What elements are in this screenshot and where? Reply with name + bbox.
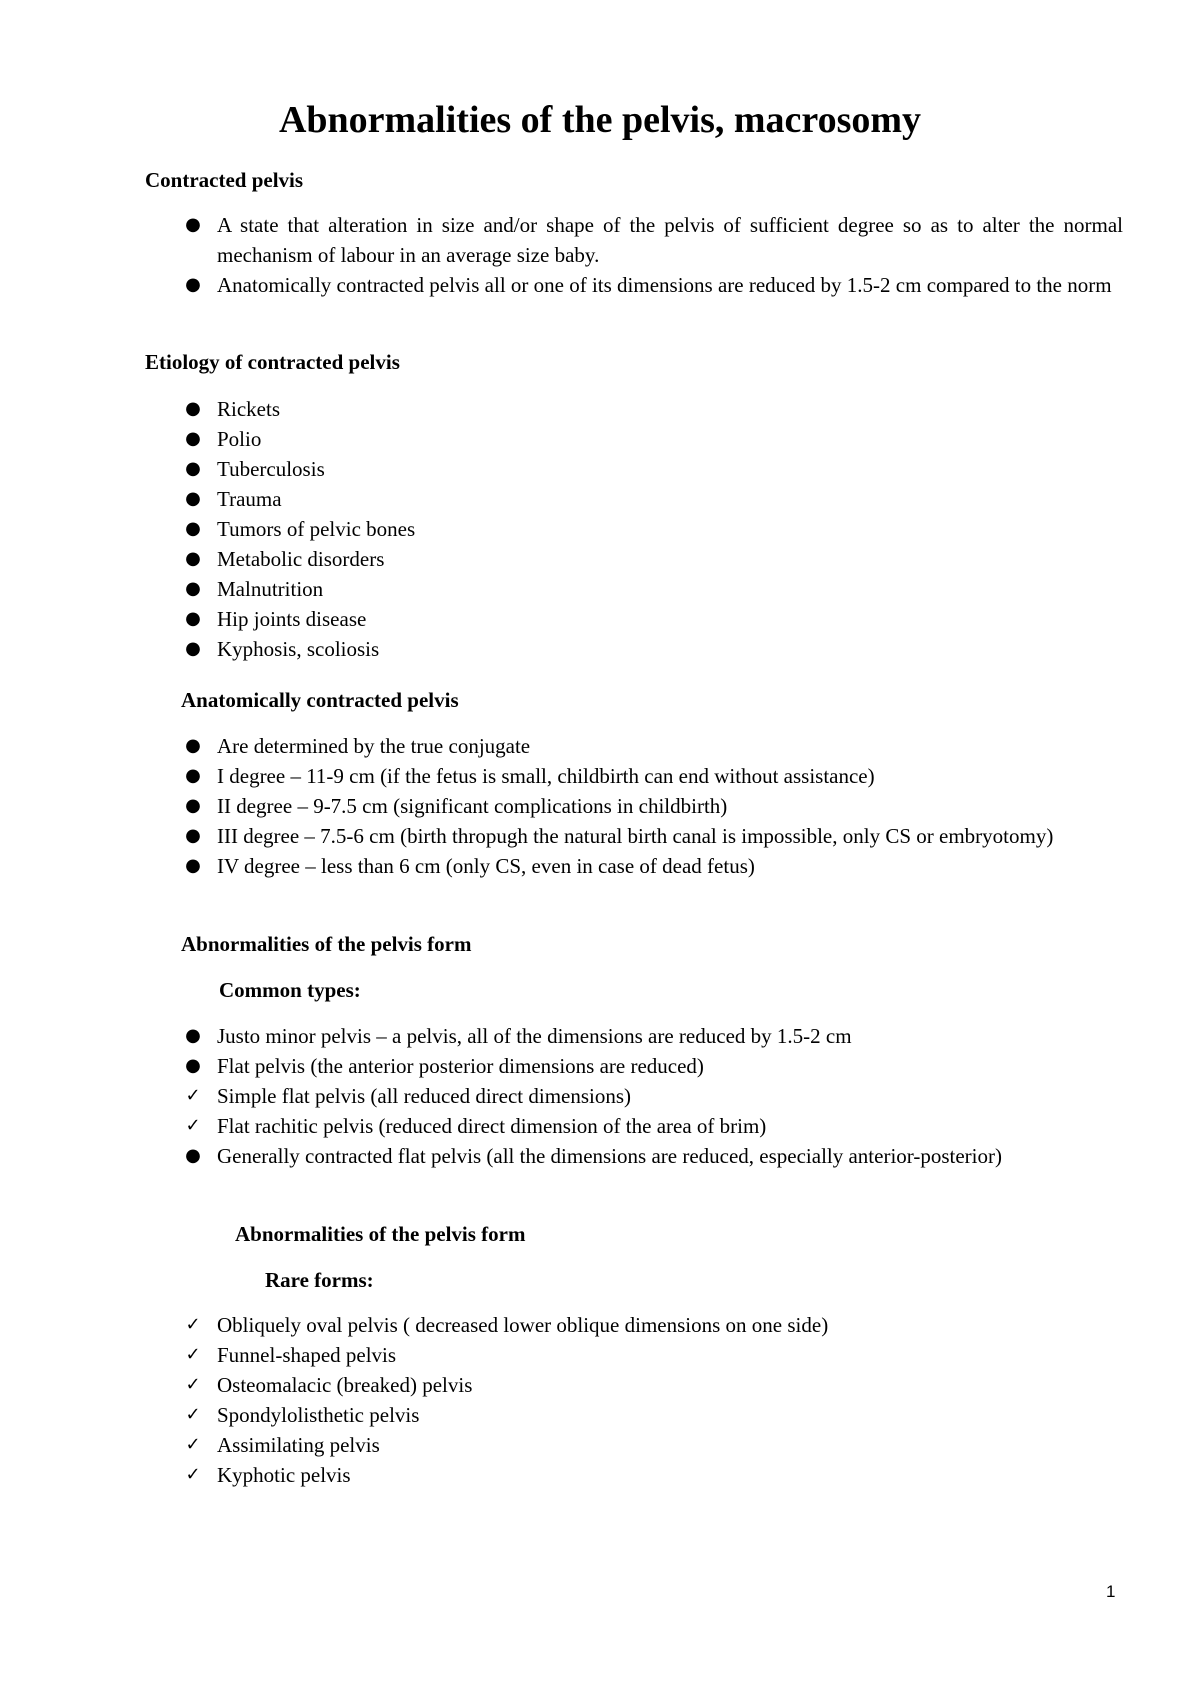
- list-item: ● Hip joints disease: [183, 604, 1123, 634]
- bullet-icon: ●: [185, 488, 201, 509]
- list-item: ● Rickets: [183, 394, 1123, 424]
- heading-anatomically-contracted: Anatomically contracted pelvis: [181, 688, 459, 712]
- subheading-common-types: Common types:: [219, 978, 361, 1002]
- list-item: ✓ Flat rachitic pelvis (reduced direct dimension of the area of brim): [183, 1111, 1123, 1141]
- bullet-icon: ●: [185, 1025, 201, 1046]
- list-item: ● Justo minor pelvis – a pelvis, all of the dimensions are reduced by 1.5-2 cm: [183, 1021, 1123, 1051]
- list-item: ● I degree – 11-9 cm (if the fetus is small, childbirth can end without assistance): [183, 761, 1123, 791]
- list-item: ● Kyphosis, scoliosis: [183, 634, 1123, 664]
- bullet-icon: ●: [185, 458, 201, 479]
- bullet-icon: ●: [185, 638, 201, 659]
- heading-pelvis-form-common: Abnormalities of the pelvis form: [181, 932, 472, 956]
- list-item: ✓ Simple flat pelvis (all reduced direct dimensions): [183, 1081, 1123, 1111]
- page-number: 1: [1106, 1582, 1116, 1601]
- subheading-rare-forms: Rare forms:: [265, 1268, 374, 1292]
- bullet-icon: ●: [185, 214, 201, 235]
- list-item: ● Are determined by the true conjugate: [183, 731, 1123, 761]
- bullet-icon: ●: [185, 548, 201, 569]
- list-item: ● Malnutrition: [183, 574, 1123, 604]
- bullet-icon: ●: [185, 518, 201, 539]
- checkmark-icon: ✓: [185, 1085, 201, 1106]
- bullet-icon: ●: [185, 765, 201, 786]
- list-item: ● Trauma: [183, 484, 1123, 514]
- list-item: ● A state that alteration in size and/or shape of the pelvis of sufficient degree so as to alter the normal mechanism of labour in an average size baby.: [183, 210, 1123, 270]
- common-types-list: [183, 1021, 1123, 1171]
- checkmark-icon: ✓: [185, 1464, 201, 1485]
- list-item: ● Anatomically contracted pelvis all or one of its dimensions are reduced by 1.5-2 cm compared to the norm: [183, 270, 1123, 300]
- bullet-icon: ●: [185, 428, 201, 449]
- bullet-icon: ●: [185, 825, 201, 846]
- list-item: ✓ Spondylolisthetic pelvis: [183, 1400, 1123, 1430]
- list-item: ✓ Assimilating pelvis: [183, 1430, 1123, 1460]
- heading-contracted-pelvis: Contracted pelvis: [145, 168, 304, 192]
- checkmark-icon: ✓: [185, 1404, 201, 1425]
- bullet-icon: ●: [185, 795, 201, 816]
- list-item: ● Polio: [183, 424, 1123, 454]
- list-item: ● Tumors of pelvic bones: [183, 514, 1123, 544]
- heading-pelvis-form-rare: Abnormalities of the pelvis form: [235, 1222, 526, 1246]
- bullet-icon: ●: [185, 274, 201, 295]
- list-item: ✓ Osteomalacic (breaked) pelvis: [183, 1370, 1123, 1400]
- page-title: Abnormalities of the pelvis, macrosomy: [278, 99, 922, 141]
- list-item: ● Flat pelvis (the anterior posterior dimensions are reduced): [183, 1051, 1123, 1081]
- list-item: ● Metabolic disorders: [183, 544, 1123, 574]
- checkmark-icon: ✓: [185, 1115, 201, 1136]
- bullet-icon: ●: [185, 398, 201, 419]
- bullet-icon: ●: [185, 578, 201, 599]
- list-item: ✓ Funnel-shaped pelvis: [183, 1340, 1123, 1370]
- bullet-icon: ●: [185, 1145, 201, 1166]
- heading-etiology: Etiology of contracted pelvis: [145, 350, 400, 374]
- list-item: ● III degree – 7.5-6 cm (birth thropugh the natural birth canal is impossible, only CS or embryotomy): [183, 821, 1123, 851]
- list-item: ● Generally contracted flat pelvis (all the dimensions are reduced, especially anterior-posterior): [183, 1141, 1123, 1171]
- checkmark-icon: ✓: [185, 1434, 201, 1455]
- bullet-icon: ●: [185, 608, 201, 629]
- list-item: ✓ Kyphotic pelvis: [183, 1460, 1123, 1490]
- anatomical-degrees-list: [183, 731, 1123, 881]
- checkmark-icon: ✓: [185, 1344, 201, 1365]
- bullet-icon: ●: [185, 735, 201, 756]
- checkmark-icon: ✓: [185, 1374, 201, 1395]
- list-item: ● IV degree – less than 6 cm (only CS, even in case of dead fetus): [183, 851, 1123, 881]
- rare-forms-list: [183, 1310, 1123, 1490]
- bullet-icon: ●: [185, 855, 201, 876]
- list-item: ✓ Obliquely oval pelvis ( decreased lower oblique dimensions on one side): [183, 1310, 1123, 1340]
- bullet-icon: ●: [185, 1055, 201, 1076]
- checkmark-icon: ✓: [185, 1314, 201, 1335]
- contracted-pelvis-list: [183, 210, 1123, 300]
- list-item: ● II degree – 9-7.5 cm (significant complications in childbirth): [183, 791, 1123, 821]
- etiology-list: [183, 394, 1123, 664]
- list-item: ● Tuberculosis: [183, 454, 1123, 484]
